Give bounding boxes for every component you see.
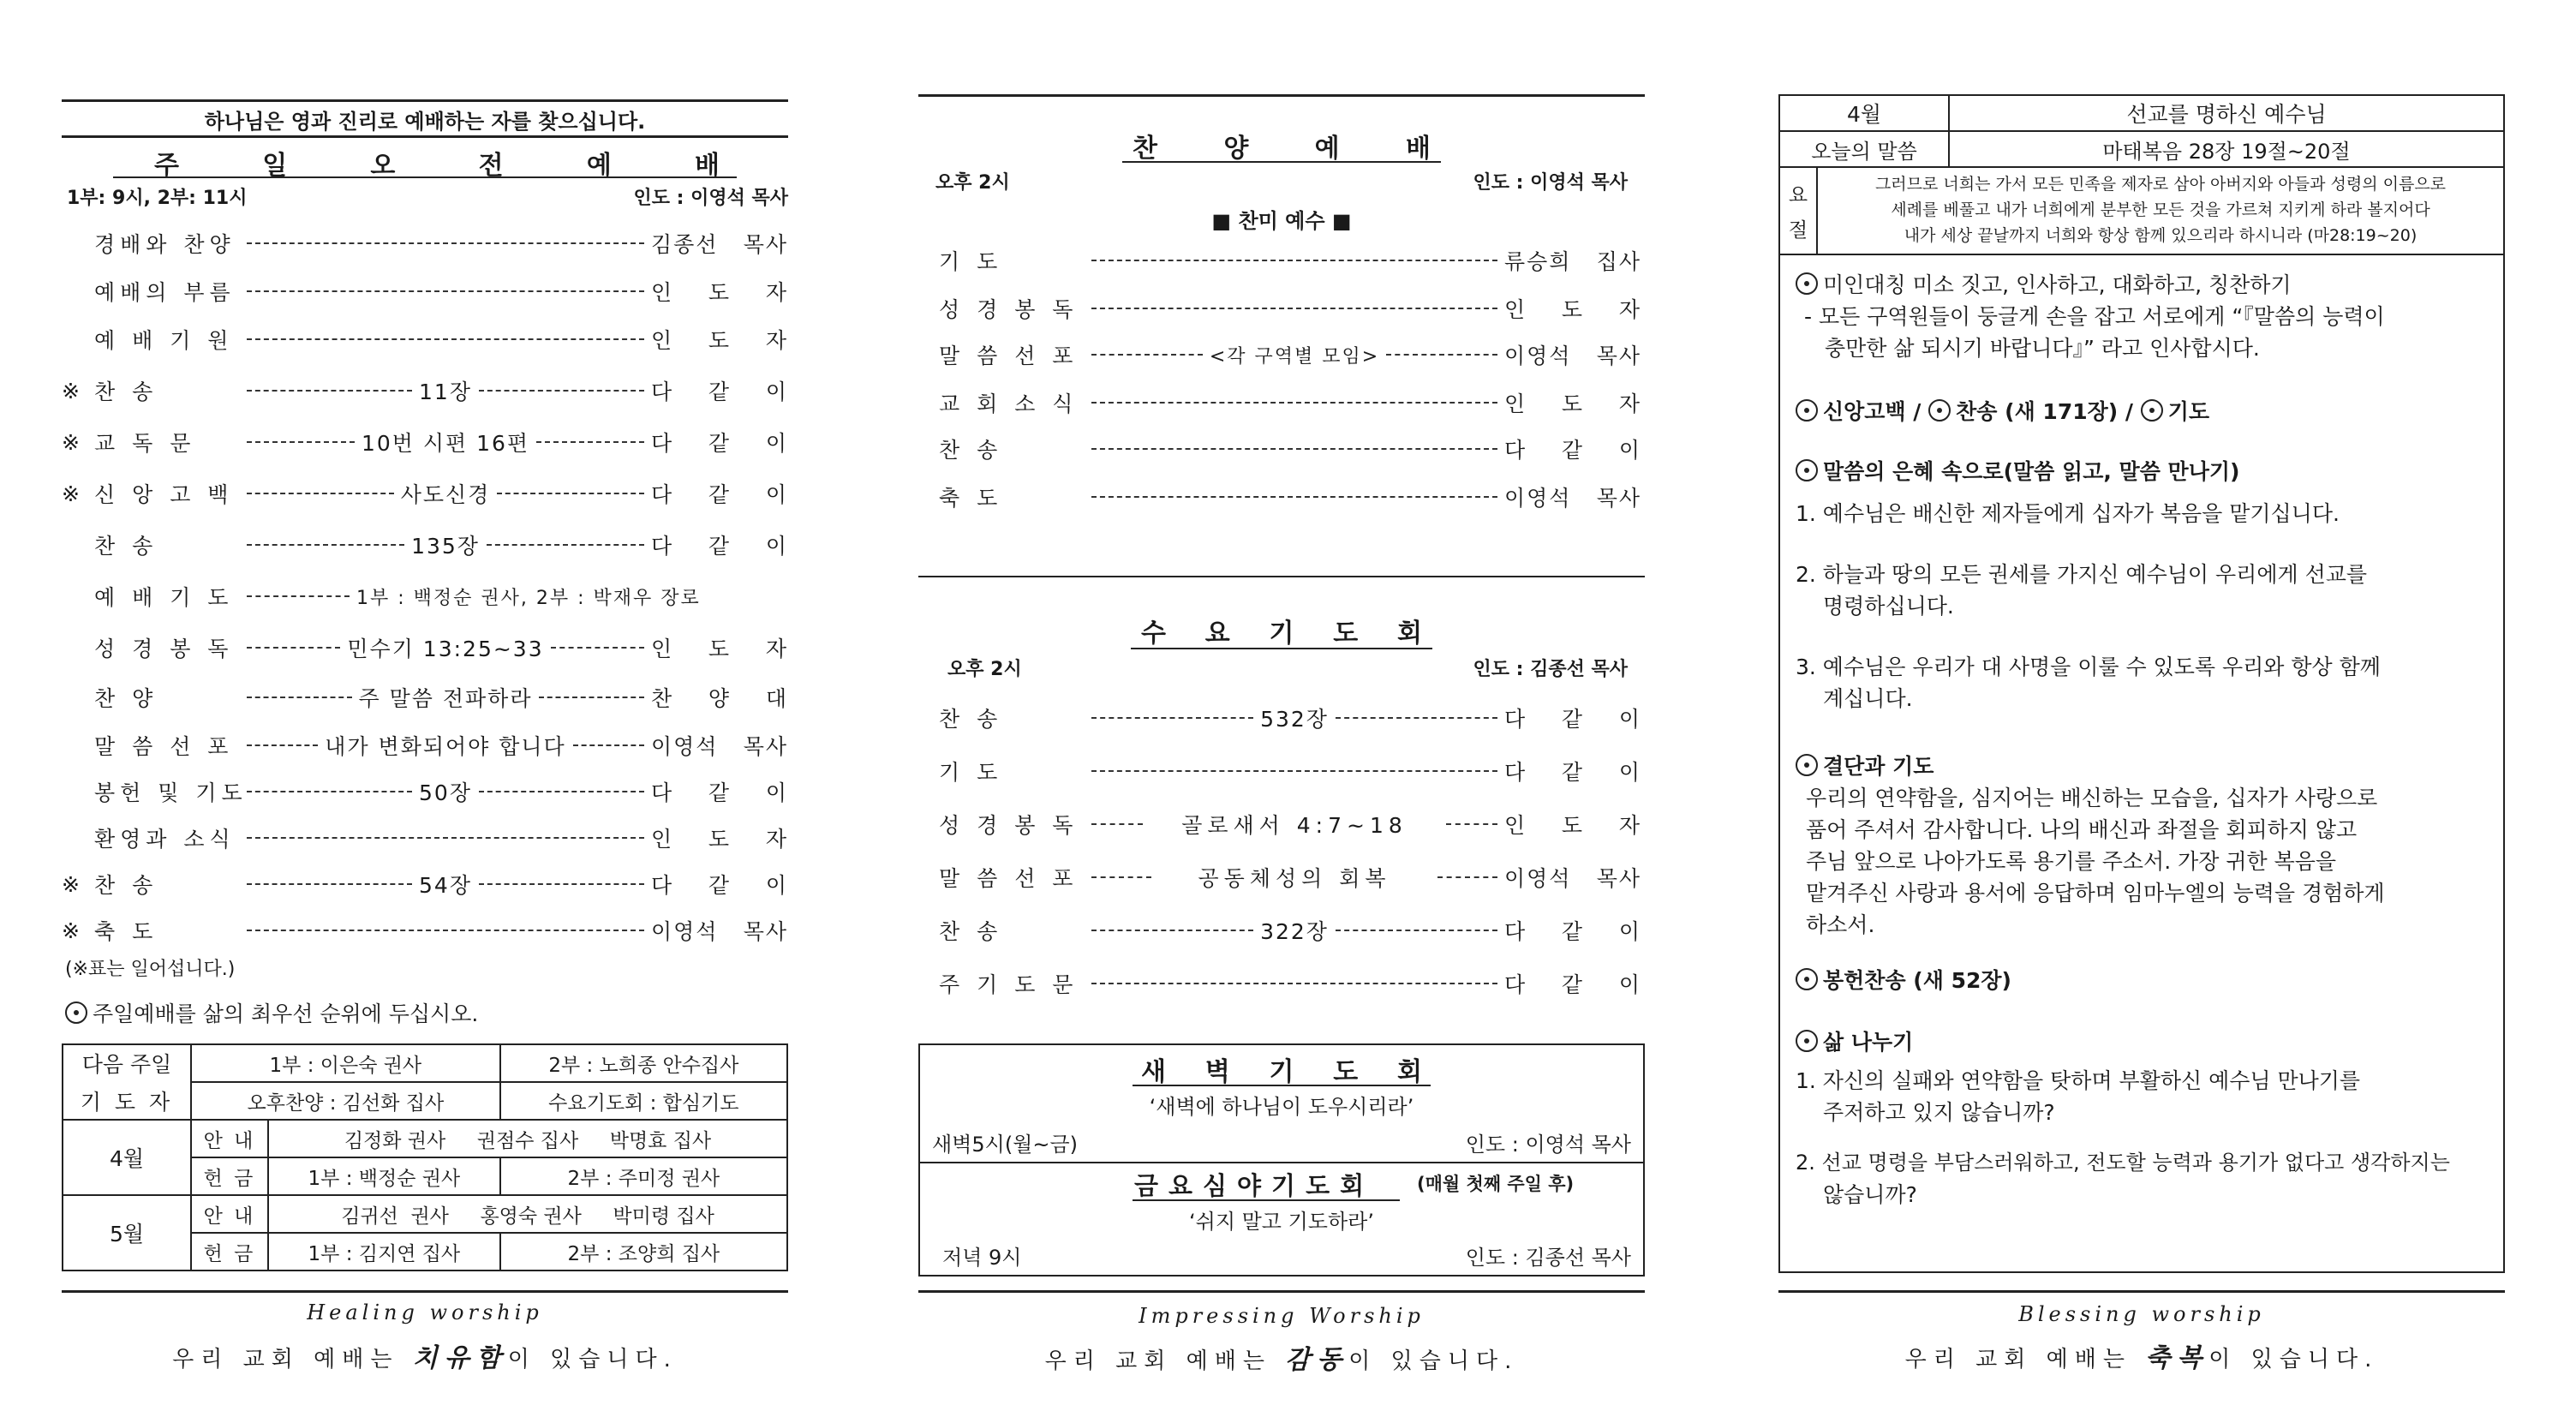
sunday-service-title: 주 일 오 전 예 배 xyxy=(154,151,720,181)
footer-script-text: Healing worship xyxy=(307,1300,543,1324)
program-row: ※ 찬 송 54장 다 같 이 xyxy=(62,871,788,898)
title-underline xyxy=(1122,161,1441,163)
dawn-motto: ‘새벽에 하나님이 도우시리라’ xyxy=(1149,1095,1414,1119)
title-underline xyxy=(1131,648,1432,649)
program-row: ※ 신 앙 고 백 사도신경 다 같 이 xyxy=(62,481,788,507)
wednesday-program: 찬 송 532장 다 같 이 기 도 다 같 이 성 경 봉 독 골로새서 4:7~18 인 도 자 말 씀 선 포 공동체성의 회복 이영석 목사 찬 송 322장 다 같 이 주 기 도 문 다 같 이 xyxy=(939,707,1641,997)
title-underline xyxy=(113,176,737,178)
wednesday-service-title: 수 요 기 도 회 xyxy=(1141,619,1422,649)
praise-time: 오후 2시 xyxy=(935,172,1010,194)
wednesday-leader: 인도 : 김종선 목사 xyxy=(1473,659,1628,680)
program-row: 성 경 봉 독 민수기 13:25~33 인 도 자 xyxy=(94,637,788,661)
lesson-header-table: 4월 선교를 명하신 예수님 오늘의 말씀 마태복음 28장 19절~20절 요 절 그러므로 너희는 가서 모든 민족을 제자로 삼아 아버지와 아들과 성령의 이름으로 세례를 베풀고 내가 너희에게 분부한 모든 것을 가르쳐 지키게 하라 볼지어다 내가 세상 끝날까지 너희와 항상 함께 있으리라 하시니라 (마28:19~20) xyxy=(1778,94,2505,255)
summary-verse: 그러므로 너희는 가서 모든 민족을 제자로 삼아 아버지와 아들과 성령의 이름으로 세례를 베풀고 내가 너희에게 분부한 모든 것을 가르쳐 지키게 하라 볼지어다 내가 세상 끝날까지 너희와 항상 함께 있으리라 하시니라 (마28:19~20) xyxy=(1874,175,2447,245)
section-word: 말씀의 은혜 속으로(말씀 읽고, 말씀 만나기) 1. 예수님은 배신한 제자들에게 십자가 복음을 맡기십니다. 2. 하늘과 땅의 모든 권세를 가지신 예수님이 우리에게 선교를 명령하십니다. 3. 예수님은 우리가 대 사명을 이룰 수 있도록 우리와 항상 함께 계십니다. xyxy=(1796,459,2381,711)
section-divider xyxy=(918,576,1645,577)
left-column xyxy=(62,0,788,1423)
footer-rule xyxy=(1778,1290,2505,1293)
program-row: 찬 양 주 말씀 전파하라 찬 양 대 xyxy=(94,686,788,711)
praise-service-title: 찬 양 예 배 xyxy=(1133,134,1431,164)
program-row: 예 배 기 원 인 도 자 xyxy=(94,328,788,353)
header-rule xyxy=(62,135,788,138)
service-leader: 인도 : 이영석 목사 xyxy=(633,188,788,209)
circle-dot-icon xyxy=(1796,459,1818,481)
friday-motto: ‘쉬지 말고 기도하라’ xyxy=(1189,1210,1374,1234)
circle-dot-icon xyxy=(1796,968,1818,990)
praise-leader: 인도 : 이영석 목사 xyxy=(1473,172,1628,194)
top-rule xyxy=(62,99,788,102)
footer-motto: 우리 교회 예배는 축복이 있습니다. xyxy=(1904,1343,2379,1373)
priority-note: 주일예배를 삶의 최우선 순위에 두십시오. xyxy=(65,997,478,1028)
praise-program: 기 도 류승희 집사 성 경 봉 독 인 도 자 말 씀 선 포 <각 구역별 모임> 이영석 목사 교 회 소 식 인 도 자 찬 송 다 같 이 축 도 이영석 목사 xyxy=(939,249,1641,511)
section-sharing: 삶 나누기 1. 자신의 실패와 연약함을 탓하며 부활하신 예수님 만나기를 주저하고 있지 않습니까? 2. 선교 명령을 부담스러워하고, 전도할 능력과 용기가 없다고 생각하지는 않습니까? xyxy=(1796,1030,2450,1207)
program-row: ※ 교 독 문 10번 시편 16편 다 같 이 xyxy=(62,429,788,456)
standing-note: (※표는 일어섭니다.) xyxy=(65,959,236,980)
service-times: 1부: 9시, 2부: 11시 xyxy=(67,188,248,209)
section-decision: 결단과 기도 우리의 연약함을, 심지어는 배신하는 모습을, 십자가 사랑으로 품어 주셔서 감사합니다. 나의 배신과 좌절을 회피하지 않고 주님 앞으로 나아가도록 용기를 주소서. 가장 귀한 복음을 맡겨주신 사랑과 용서에 응답하며 임마누엘의 능력을 경험하게 하소서. xyxy=(1796,750,2486,941)
program-row: 말 씀 선 포 내가 변화되어야 합니다 이영석 목사 xyxy=(94,734,788,759)
top-rule xyxy=(918,94,1645,97)
program-row: ※ 축 도 이영석 목사 xyxy=(62,918,788,944)
circle-dot-icon xyxy=(1796,754,1818,776)
circle-dot-icon xyxy=(65,1001,87,1024)
program-row: 환영과 소식 인 도 자 xyxy=(94,827,788,852)
right-column xyxy=(1778,0,2505,1423)
footer-rule xyxy=(62,1290,788,1293)
dawn-prayer-title: 새 벽 기 도 회 xyxy=(1141,1057,1422,1087)
program-row: 예 배 기 도 1부 : 백정순 권사, 2부 : 박재우 장로 xyxy=(94,585,701,610)
friday-leader: 인도 : 김종선 목사 xyxy=(1465,1246,1631,1270)
prayer-meetings-box xyxy=(918,1043,1645,1277)
lesson-box xyxy=(1778,94,2505,1273)
footer-script-text: Impressing Worship xyxy=(1139,1304,1425,1328)
circle-dot-icon xyxy=(1796,272,1818,295)
program-row: ※ 찬 송 11장 다 같 이 xyxy=(62,378,788,404)
dawn-time: 새벽5시(월~금) xyxy=(932,1133,1079,1157)
friday-note: (매월 첫째 주일 후) xyxy=(1417,1174,1575,1194)
middle-column xyxy=(918,0,1645,1423)
circle-dot-icon xyxy=(1796,1030,1818,1052)
sunday-program xyxy=(62,226,788,954)
friday-time: 저녁 9시 xyxy=(942,1246,1022,1270)
footer-script-text: Blessing worship xyxy=(2018,1302,2265,1326)
section-confession: 신앙고백 / 찬송 (새 171장) / 기도 xyxy=(1796,396,2209,427)
program-row: 찬 송 135장 다 같 이 xyxy=(94,534,788,559)
program-row: 예배의 부름 인 도 자 xyxy=(94,280,788,305)
program-row: 경배와 찬양 김종선 목사 xyxy=(94,232,788,257)
header-verse: 하나님은 영과 진리로 예배하는 자를 찾으십니다. xyxy=(204,110,646,134)
circle-dot-icon xyxy=(1928,399,1951,422)
program-row: 봉헌 및 기도 50장 다 같 이 xyxy=(94,780,788,805)
friday-prayer-title: 금요심야기도회 xyxy=(1134,1171,1375,1200)
footer-motto: 우리 교회 예배는 감동이 있습니다. xyxy=(1044,1345,1519,1375)
dawn-leader: 인도 : 이영석 목사 xyxy=(1465,1133,1631,1157)
footer-rule xyxy=(918,1290,1645,1293)
circle-dot-icon xyxy=(1796,399,1818,422)
prayer-schedule-table: 다음 주일 기 도 자 1부 : 이은숙 권사 2부 : 노희종 안수집사 오후찬양 : 김선화 집사 수요기도회 : 합심기도 4월 안 내 김정화 권사 권점수 집사 박명효 집사 헌 금 1부 : 백정순 권사 2부 : 주미정 권사 5월 안 내 김귀선 권사 홍영숙 권사 박미령 집사 헌 금 1부 : 김지연 집사 2부 : 조양희 집사 xyxy=(62,1043,788,1271)
circle-dot-icon xyxy=(2141,399,2163,422)
section-offering-hymn: 봉헌찬송 (새 52장) xyxy=(1796,965,2011,996)
footer-motto: 우리 교회 예배는 치유함이 있습니다. xyxy=(172,1343,678,1373)
wednesday-time: 오후 2시 xyxy=(947,659,1022,680)
summary-label: 요 절 xyxy=(1780,168,1818,254)
section-greeting: 미인대칭 미소 짓고, 인사하고, 대화하고, 칭찬하기 - 모든 구역원들이 둥글게 손을 잡고 서로에게 “『말씀의 능력이 충만한 삶 되시기 바랍니다』” 라고 인사합시다. xyxy=(1796,269,2385,364)
praise-subtitle: ■ 찬미 예수 ■ xyxy=(1211,209,1352,233)
